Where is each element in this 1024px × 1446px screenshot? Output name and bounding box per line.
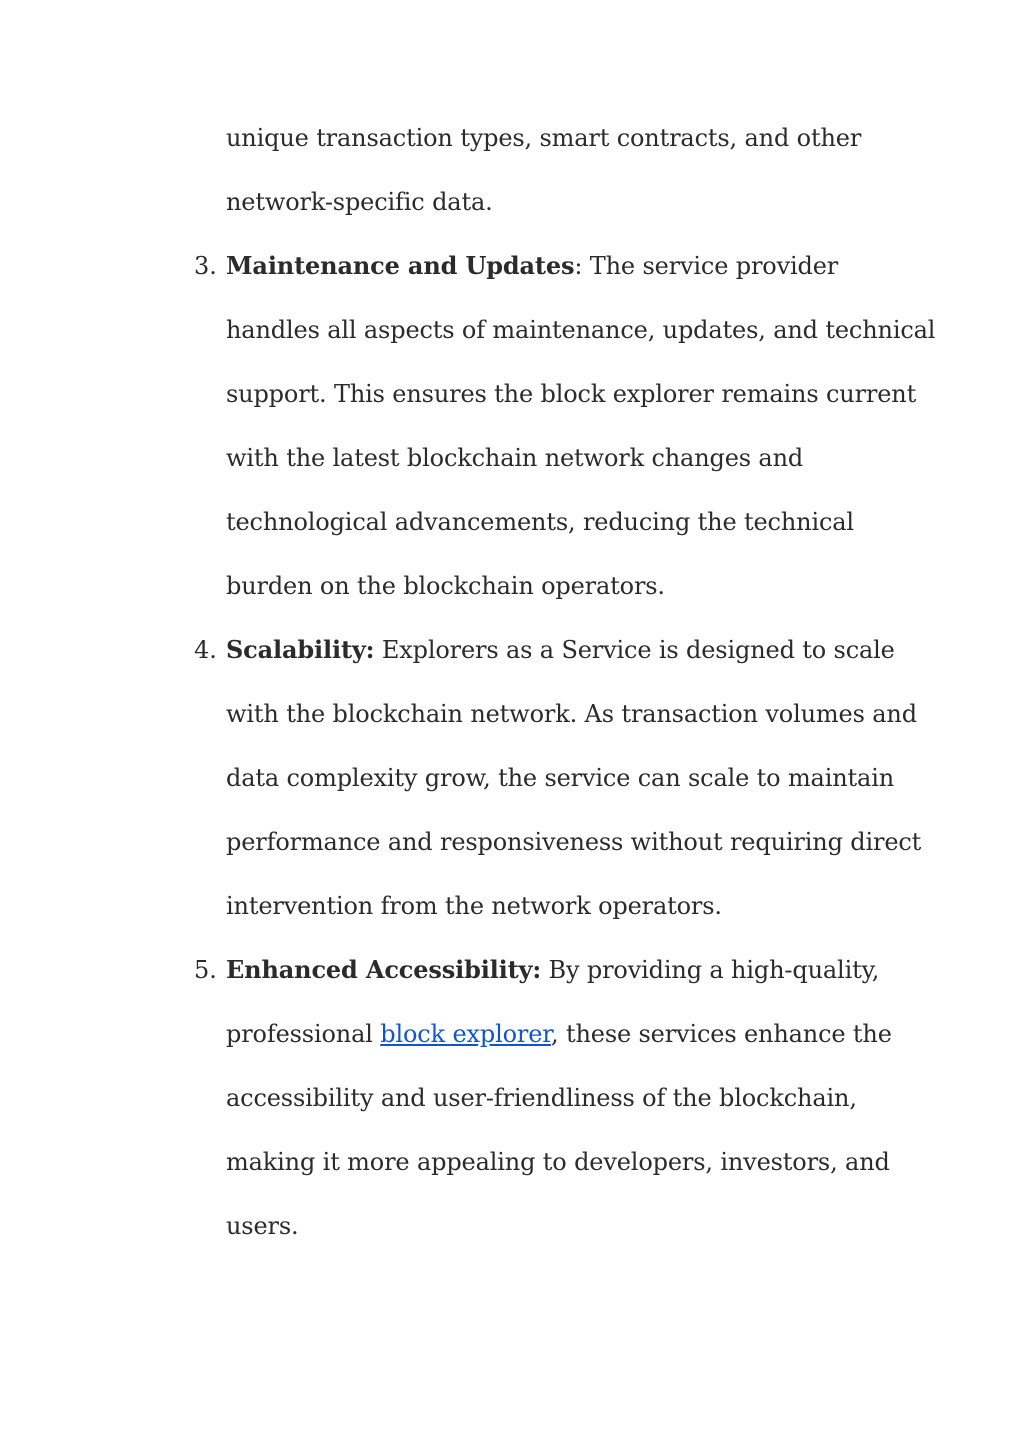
item-title: Scalability: [226,635,375,664]
paragraph-line: intervention from the network operators. [226,892,722,920]
item-title: Maintenance and Updates [226,251,575,280]
paragraph-line: handles all aspects of maintenance, updates, and technical [226,316,936,344]
list-number: 4. [194,636,217,664]
paragraph-line: network-specific data. [226,188,493,216]
line-suffix: , these services enhance the [551,1020,892,1048]
list-item-heading [226,250,926,282]
item-title: Enhanced Accessibility: [226,955,542,984]
block-explorer-link[interactable]: block explorer [380,1020,551,1048]
paragraph-line: making it more appealing to developers, investors, and [226,1148,890,1176]
paragraph-line: users. [226,1212,299,1240]
paragraph-line: data complexity grow, the service can scale to maintain [226,764,895,792]
paragraph-line: with the latest blockchain network changes and [226,444,804,472]
item-title-suffix: By providing a high-quality, [541,956,880,984]
paragraph-line: with the blockchain network. As transaction volumes and [226,700,917,728]
paragraph-line: unique transaction types, smart contracts, and other [226,124,862,152]
line-prefix: professional [226,1020,381,1048]
paragraph-line: burden on the blockchain operators. [226,572,665,600]
paragraph-line: accessibility and user-friendliness of the blockchain, [226,1084,857,1112]
paragraph-line: support. This ensures the block explorer remains current [226,380,917,408]
paragraph-line: technological advancements, reducing the technical [226,508,854,536]
paragraph-line-with-link [226,1018,926,1050]
item-title-suffix: Explorers as a Service is designed to scale [374,636,895,664]
paragraph-line: performance and responsiveness without requiring direct [226,828,922,856]
list-number: 3. [194,252,217,280]
list-item-heading [226,954,926,986]
list-number: 5. [194,956,217,984]
item-title-suffix: : The service provider [574,252,839,280]
list-item-heading [226,634,926,666]
